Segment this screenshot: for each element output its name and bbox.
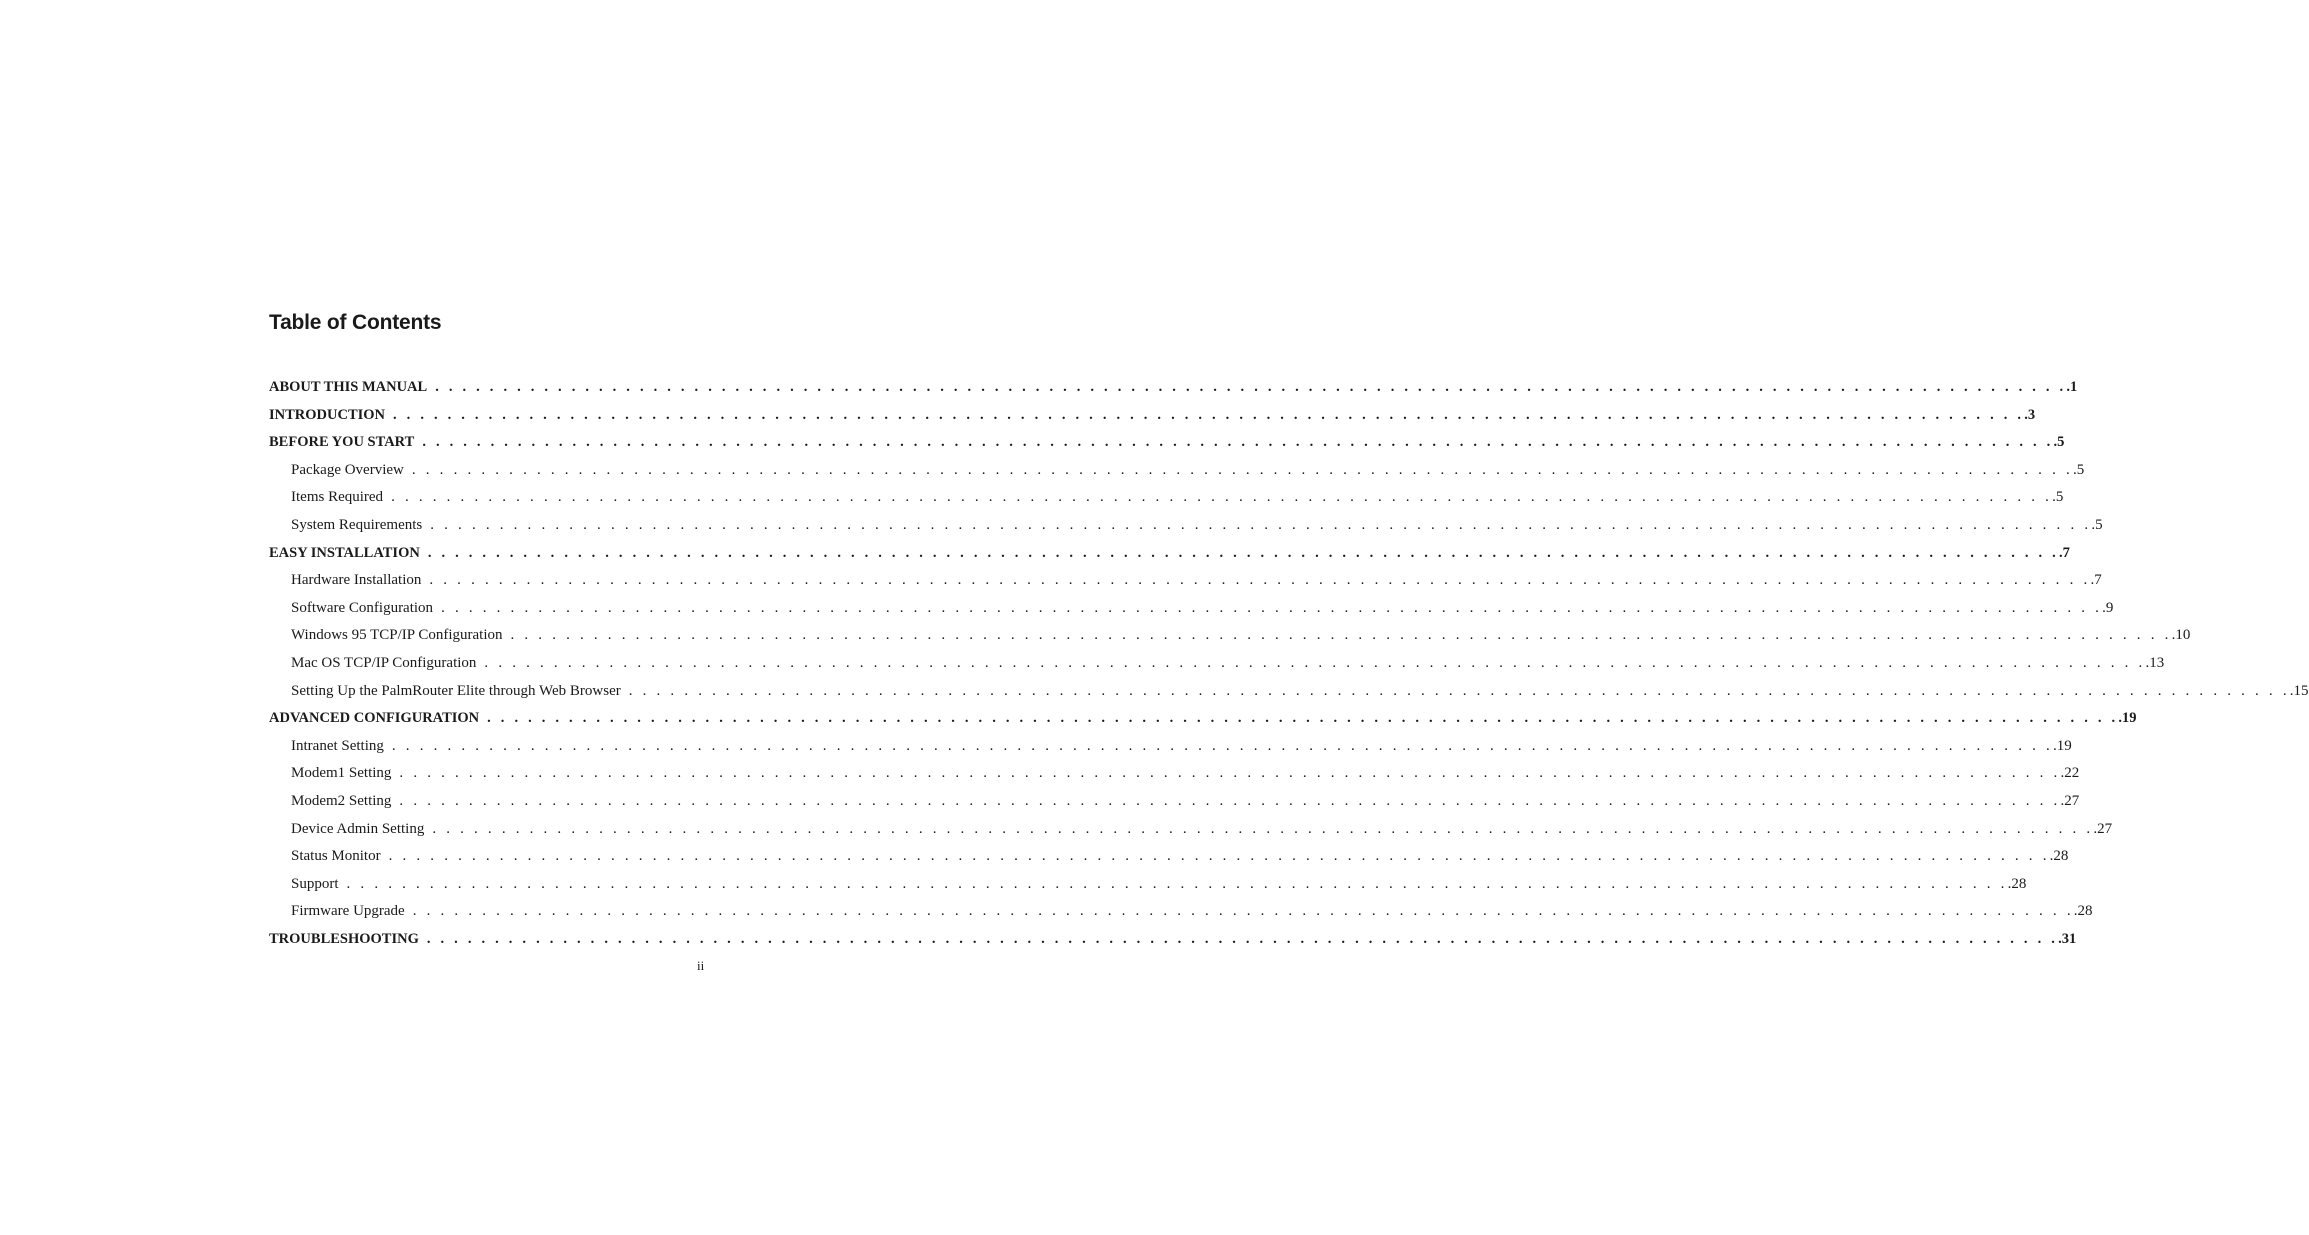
toc-entry-label: Mac OS TCP/IP Configuration xyxy=(291,654,477,671)
page-number: ii xyxy=(697,958,705,973)
toc-entry-page: .28 xyxy=(2073,903,2093,920)
toc-dot-leader: . . . . . . . . . . . . . . . . . . . . . . . . . . . . . . . . . . . . . . . . . . . . . . . . . . . . . . . . . . . . . . . . . . . . . . . . . . . . . . . . . . . . . . . . . . . . . . . . . . . . . . . . . . . . . . . . . . . . . . . . xyxy=(430,516,2092,533)
toc-entry-label: Modem2 Setting xyxy=(291,792,392,809)
toc-dot-leader: . . . . . . . . . . . . . . . . . . . . . . . . . . . . . . . . . . . . . . . . . . . . . . . . . . . . . . . . . . . . . . . . . . . . . . . . . . . . . . . . . . . . . . . . . . . . . . . . . . . . . . . . . . . . . . . . . . . . . . . . xyxy=(426,930,2059,947)
toc-entry-page: .13 xyxy=(2145,654,2165,671)
toc-entry-label: Firmware Upgrade xyxy=(291,903,405,920)
toc-entry-page: .7 xyxy=(2059,544,2070,561)
toc-entry-page: .15 xyxy=(2289,682,2309,699)
toc-entry-page: .10 xyxy=(2171,627,2191,644)
toc-entry-label: BEFORE YOU START xyxy=(269,434,415,451)
toc-subsection-entry[interactable] xyxy=(269,760,2080,788)
toc-dot-leader: . . . . . . . . . . . . . . . . . . . . . . . . . . . . . . . . . . . . . . . . . . . . . . . . . . . . . . . . . . . . . . . . . . . . . . . . . . . . . . . . . . . . . . . . . . . . . . . . . . . . . . . . . . . . . . . . . . . . . . . . xyxy=(411,461,2073,478)
toc-dot-leader: . . . . . . . . . . . . . . . . . . . . . . . . . . . . . . . . . . . . . . . . . . . . . . . . . . . . . . . . . . . . . . . . . . . . . . . . . . . . . . . . . . . . . . . . . . . . . . . . . . . . . . . . . . . . . . . . . . . . . . . . xyxy=(391,737,2053,754)
toc-subsection-entry[interactable] xyxy=(269,567,2102,595)
toc-entry-page: .19 xyxy=(2052,737,2072,754)
toc-entry-page: .3 xyxy=(2024,406,2036,423)
toc-dot-leader: . . . . . . . . . . . . . . . . . . . . . . . . . . . . . . . . . . . . . . . . . . . . . . . . . . . . . . . . . . . . . . . . . . . . . . . . . . . . . . . . . . . . . . . . . . . . . . . . . . . . . . . . . . . . . . . . . . . . . . . . xyxy=(484,654,2146,671)
toc-entry-label: Modem1 Setting xyxy=(291,765,392,782)
toc-entry-page: .5 xyxy=(2091,516,2103,533)
toc-entry-label: Support xyxy=(291,875,339,892)
toc-subsection-entry[interactable] xyxy=(269,843,2069,871)
toc-entry-page: .27 xyxy=(2060,792,2080,809)
toc-dot-leader: . . . . . . . . . . . . . . . . . . . . . . . . . . . . . . . . . . . . . . . . . . . . . . . . . . . . . . . . . . . . . . . . . . . . . . . . . . . . . . . . . . . . . . . . . . . . . . . . . . . . . . . . . . . . . . . . . . . . . . . . xyxy=(391,489,2053,506)
toc-entry-label: Windows 95 TCP/IP Configuration xyxy=(291,627,503,644)
toc-section-entry[interactable] xyxy=(269,540,2070,568)
toc-dot-leader: . . . . . . . . . . . . . . . . . . . . . . . . . . . . . . . . . . . . . . . . . . . . . . . . . . . . . . . . . . . . . . . . . . . . . . . . . . . . . . . . . . . . . . . . . . . . . . . . . . . . . . . . . . . . . . . . . . . . . . . . xyxy=(422,434,2054,451)
toc-subsection-entry[interactable] xyxy=(269,733,2072,761)
toc-entry-page: .28 xyxy=(2007,875,2027,892)
toc-subsection-entry[interactable] xyxy=(269,622,2191,650)
toc-section-entry[interactable] xyxy=(269,402,2036,430)
toc-entry-page: .1 xyxy=(2066,379,2078,395)
toc-subsection-entry[interactable] xyxy=(269,898,2093,926)
toc-entry-page: .22 xyxy=(2060,765,2080,782)
toc-subsection-entry[interactable] xyxy=(269,678,2309,706)
toc-subsection-entry[interactable] xyxy=(269,595,2114,623)
toc-section-entry[interactable] xyxy=(269,429,2065,457)
page-title: Table of Contents xyxy=(269,311,442,334)
toc-entry-page: .27 xyxy=(2093,820,2113,837)
toc-entry-label: Device Admin Setting xyxy=(291,820,425,837)
toc-subsection-entry[interactable] xyxy=(269,816,2113,844)
toc-dot-leader: . . . . . . . . . . . . . . . . . . . . . . . . . . . . . . . . . . . . . . . . . . . . . . . . . . . . . . . . . . . . . . . . . . . . . . . . . . . . . . . . . . . . . . . . . . . . . . . . . . . . . . . . . . . . . . . . . . . . . . . . xyxy=(429,572,2091,589)
toc-dot-leader: . . . . . . . . . . . . . . . . . . . . . . . . . . . . . . . . . . . . . . . . . . . . . . . . . . . . . . . . . . . . . . . . . . . . . . . . . . . . . . . . . . . . . . . . . . . . . . . . . . . . . . . . . . . . . . . . . . . . . . . . xyxy=(399,765,2061,782)
toc-dot-leader: . . . . . . . . . . . . . . . . . . . . . . . . . . . . . . . . . . . . . . . . . . . . . . . . . . . . . . . . . . . . . . . . . . . . . . . . . . . . . . . . . . . . . . . . . . . . . . . . . . . . . . . . . . . . . . . . . . . . . . . . xyxy=(388,848,2050,865)
toc-section-entry[interactable] xyxy=(269,374,2078,402)
toc-entry-page: .9 xyxy=(2102,599,2114,616)
toc-entry-page: .28 xyxy=(2049,848,2069,865)
toc-section-entry[interactable] xyxy=(269,705,2137,733)
toc-dot-leader: . . . . . . . . . . . . . . . . . . . . . . . . . . . . . . . . . . . . . . . . . . . . . . . . . . . . . . . . . . . . . . . . . . . . . . . . . . . . . . . . . . . . . . . . . . . . . . . . . . . . . . . . . . . . . . . . . . . . . . . . xyxy=(510,627,2172,644)
toc-entry-label: Status Monitor xyxy=(291,848,381,865)
toc-subsection-entry[interactable] xyxy=(269,512,2103,540)
toc-subsection-entry[interactable] xyxy=(269,650,2165,678)
toc-entry-label: TROUBLESHOOTING xyxy=(269,930,419,947)
toc-subsection-entry[interactable] xyxy=(269,788,2080,816)
toc-dot-leader: . . . . . . . . . . . . . . . . . . . . . . . . . . . . . . . . . . . . . . . . . . . . . . . . . . . . . . . . . . . . . . . . . . . . . . . . . . . . . . . . . . . . . . . . . . . . . . . . . . . . . . . . . . . . . . . . . . . . . . . . xyxy=(441,599,2103,616)
toc-section-entry[interactable] xyxy=(269,926,2077,954)
toc-subsection-entry[interactable] xyxy=(269,457,2085,485)
toc-entry-label: Software Configuration xyxy=(291,599,434,616)
toc-dot-leader: . . . . . . . . . . . . . . . . . . . . . . . . . . . . . . . . . . . . . . . . . . . . . . . . . . . . . . . . . . . . . . . . . . . . . . . . . . . . . . . . . . . . . . . . . . . . . . . . . . . . . . . . . . . . . . . . . . . . . . . . xyxy=(432,820,2094,837)
toc-subsection-entry[interactable] xyxy=(269,871,2027,899)
toc-entry-label: System Requirements xyxy=(291,516,423,533)
toc-entry-page: .5 xyxy=(2052,489,2064,506)
toc-dot-leader: . . . . . . . . . . . . . . . . . . . . . . . . . . . . . . . . . . . . . . . . . . . . . . . . . . . . . . . . . . . . . . . . . . . . . . . . . . . . . . . . . . . . . . . . . . . . . . . . . . . . . . . . . . . . . . . . . . . . . . . . xyxy=(628,682,2290,699)
toc-dot-leader: . . . . . . . . . . . . . . . . . . . . . . . . . . . . . . . . . . . . . . . . . . . . . . . . . . . . . . . . . . . . . . . . . . . . . . . . . . . . . . . . . . . . . . . . . . . . . . . . . . . . . . . . . . . . . . . . . . . . . . . . xyxy=(399,792,2061,809)
toc-entry-label: ABOUT THIS MANUAL xyxy=(269,379,428,395)
toc-entry-label: Items Required xyxy=(291,489,384,506)
toc-entry-page: .31 xyxy=(2058,930,2077,947)
toc-entry-page: .19 xyxy=(2118,710,2137,727)
toc-dot-leader: . . . . . . . . . . . . . . . . . . . . . . . . . . . . . . . . . . . . . . . . . . . . . . . . . . . . . . . . . . . . . . . . . . . . . . . . . . . . . . . . . . . . . . . . . . . . . . . . . . . . . . . . . . . . . . . . . . . . . . . . xyxy=(435,379,2067,395)
toc-entry-page: .5 xyxy=(2072,461,2085,478)
toc-entry-label: Hardware Installation xyxy=(291,572,422,589)
toc-dot-leader: . . . . . . . . . . . . . . . . . . . . . . . . . . . . . . . . . . . . . . . . . . . . . . . . . . . . . . . . . . . . . . . . . . . . . . . . . . . . . . . . . . . . . . . . . . . . . . . . . . . . . . . . . . . . . . . . . . . . . . . . xyxy=(412,903,2074,920)
toc-entry-page: .5 xyxy=(2053,434,2065,451)
toc-dot-leader: . . . . . . . . . . . . . . . . . . . . . . . . . . . . . . . . . . . . . . . . . . . . . . . . . . . . . . . . . . . . . . . . . . . . . . . . . . . . . . . . . . . . . . . . . . . . . . . . . . . . . . . . . . . . . . . . . . . . . . . . xyxy=(346,875,2008,892)
toc-dot-leader: . . . . . . . . . . . . . . . . . . . . . . . . . . . . . . . . . . . . . . . . . . . . . . . . . . . . . . . . . . . . . . . . . . . . . . . . . . . . . . . . . . . . . . . . . . . . . . . . . . . . . . . . . . . . . . . . . . . . . . . . xyxy=(427,544,2060,561)
toc-entry-label: ADVANCED CONFIGURATION xyxy=(269,710,480,727)
toc-entry-label: INTRODUCTION xyxy=(269,406,386,423)
table-of-contents xyxy=(269,374,2309,953)
toc-subsection-entry[interactable] xyxy=(269,484,2064,512)
toc-dot-leader: . . . . . . . . . . . . . . . . . . . . . . . . . . . . . . . . . . . . . . . . . . . . . . . . . . . . . . . . . . . . . . . . . . . . . . . . . . . . . . . . . . . . . . . . . . . . . . . . . . . . . . . . . . . . . . . . . . . . . . . . xyxy=(393,406,2025,423)
toc-entry-label: Setting Up the PalmRouter Elite through Web Browser xyxy=(291,682,621,699)
toc-entry-label: EASY INSTALLATION xyxy=(269,544,420,561)
toc-entry-label: Package Overview xyxy=(291,461,404,478)
toc-dot-leader: . . . . . . . . . . . . . . . . . . . . . . . . . . . . . . . . . . . . . . . . . . . . . . . . . . . . . . . . . . . . . . . . . . . . . . . . . . . . . . . . . . . . . . . . . . . . . . . . . . . . . . . . . . . . . . . . . . . . . . . . xyxy=(487,710,2119,727)
toc-entry-page: .7 xyxy=(2090,572,2102,589)
toc-entry-label: Intranet Setting xyxy=(291,737,384,754)
